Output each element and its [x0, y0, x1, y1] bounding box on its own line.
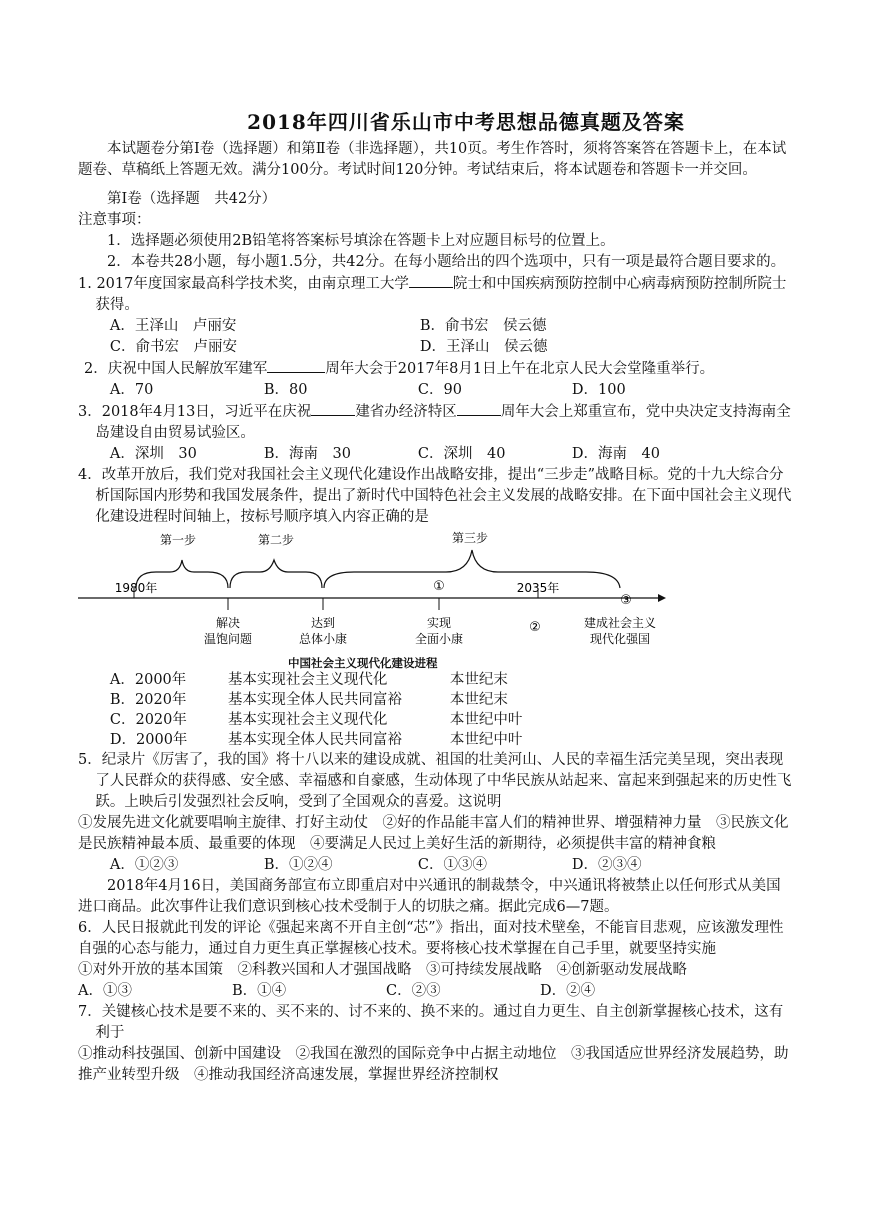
option-d: D．②④	[540, 983, 596, 999]
page-title: 2018年四川省乐山市中考思想品德真题及答案	[247, 110, 685, 134]
option-b: B．俞书宏 侯云德	[419, 318, 547, 334]
intro-text: 本试题卷分第Ⅰ卷（选择题）和第Ⅱ卷（非选择题），共10页。考生作答时，须将答案答在答题卡上，在本试题卷、草稿纸上答题无效。满分100分。考试时间120分钟。考试结束后，将本试题卷和答题卡一并交回。	[78, 141, 787, 178]
option-d: D．王泽山 侯云德	[419, 339, 548, 355]
year-1980: 1980年	[114, 581, 158, 595]
question-1-options-2	[78, 337, 794, 358]
question-2-options	[78, 380, 794, 401]
section-heading: 第Ⅰ卷（选择题 共42分）	[107, 191, 277, 207]
answer-blank	[311, 401, 355, 416]
step-3-brace	[324, 550, 620, 588]
question-1-stem: 1. 2017年度国家最高科学技术奖，由南京理工大学 院士和中国疾病预防控制中心病毒病预防控制所院士获得。	[78, 273, 794, 316]
question-5-options	[78, 855, 794, 876]
notice-heading: 注意事项：	[78, 212, 151, 228]
exam-page	[78, 100, 794, 1086]
label-build-socialism: 建成社会主义	[583, 616, 657, 630]
question-7-stem: 7．关键核心技术是要不来的、买不来的、讨不来的、换不来的。通过自力更生、自主创新掌握核心技术，这有利于	[78, 1004, 784, 1041]
label-basic-needs: 温饱问题	[203, 632, 253, 646]
question-3-options	[78, 444, 794, 465]
option-b: B．①④	[232, 983, 287, 999]
answer-blank	[409, 273, 453, 288]
q4-option-c: C．2020年 基本实现社会主义现代化 本世纪中叶	[109, 712, 523, 728]
answer-blank	[267, 358, 325, 373]
notice-item-2: 2．本卷共28小题，每小题1.5分，共42分。在每小题给出的四个选项中，只有一项是最符合题目要求的。	[107, 254, 786, 270]
question-5-items: ①发展先进文化就要唱响主旋律、打好主动仗 ②好的作品能丰富人们的精神世界、增强精神力量 ③民族文化是民族精神最本质、最重要的体现 ④要满足人民过上美好生活的新期待，必须提供丰富的精神食粮	[78, 815, 789, 852]
option-a: A．深圳 30	[109, 446, 197, 462]
option-d: D．100	[571, 382, 626, 398]
notice-item-1: 1．选择题必须使用2B铅笔将答案标号填涂在答题卡上对应题目标号的位置上。	[107, 233, 615, 249]
question-6-stem: 6．人民日报就此刊发的评论《强起来离不开自主创“芯”》指出，面对技术壁垒，不能盲目悲观，应该激发理性自强的心态与能力，通过自力更生真正掌握核心技术。要将核心技术掌握在自己手里，就要坚持实施	[78, 920, 784, 957]
q4-option-b: B．2020年 基本实现全体人民共同富裕 本世纪末	[109, 692, 508, 708]
label-modern-power: 现代化强国	[589, 632, 651, 646]
timeline-diagram	[78, 528, 678, 656]
label-overall-xiaokang: 总体小康	[298, 632, 348, 646]
question-1-options	[78, 316, 794, 337]
question-7-items: ①推动科技强国、创新中国建设 ②我国在激烈的国际竞争中占据主动地位 ③我国适应世界经济发展趋势，助推产业转型升级 ④推动我国经济高速发展，掌握世界经济控制权	[78, 1046, 789, 1083]
label-reach: 达到	[310, 616, 336, 630]
option-c: C．①③④	[417, 857, 487, 873]
mark-2: ②	[529, 620, 541, 635]
option-b: B．80	[263, 382, 308, 398]
option-c: C．深圳 40	[417, 446, 506, 462]
option-d: D．海南 40	[571, 446, 660, 462]
question-6-options	[78, 981, 794, 1002]
option-c: C．俞书宏 卢丽安	[109, 339, 237, 355]
question-3-stem: 3．2018年4月13日，习近平在庆祝 建省办经济特区 周年大会上郑重宣布，党中央决定支持海南全岛建设自由贸易试验区。	[78, 401, 794, 444]
answer-blank	[457, 401, 501, 416]
step-3-label: 第三步	[451, 531, 489, 545]
step-1-label: 第一步	[159, 533, 197, 547]
option-a: A．王泽山 卢丽安	[109, 318, 237, 334]
q4-option-a: A．2000年 基本实现社会主义现代化 本世纪末	[109, 672, 508, 688]
option-a: A．①③	[78, 983, 132, 999]
option-c: C．②③	[386, 983, 441, 999]
step-2-label: 第二步	[257, 533, 295, 547]
label-achieve: 实现	[426, 616, 452, 630]
q4-option-d: D．2000年 基本实现全体人民共同富裕 本世纪中叶	[109, 732, 523, 748]
option-d: D．②③④	[571, 857, 642, 873]
axis-arrow-icon	[658, 594, 666, 602]
label-solve: 解决	[215, 616, 241, 630]
diagram-caption: 中国社会主义现代化建设进程	[288, 656, 438, 670]
option-c: C．90	[417, 382, 462, 398]
option-a: A．70	[109, 382, 154, 398]
question-2-stem: 2．庆祝中国人民解放军建军 周年大会于2017年8月1日上午在北京人民大会堂隆重举行。	[78, 358, 794, 380]
option-a: A．①②③	[109, 857, 179, 873]
label-full-xiaokang: 全面小康	[414, 632, 464, 646]
question-4-stem: 4．改革开放后，我们党对我国社会主义现代化建设作出战略安排，提出“三步走”战略目标。党的十九大综合分析国际国内形势和我国发展条件，提出了新时代中国特色社会主义发展的战略安排。在下面中国社会主义现代化建设进程时间轴上，按标号顺序填入内容正确的是	[78, 467, 792, 525]
question-5-stem: 5．纪录片《厉害了，我的国》将十八以来的建设成就、祖国的壮美河山、人民的幸福生活完美呈现，突出表现了人民群众的获得感、安全感、幸福感和自豪感，生动体现了中华民族从站起来、富起来到强起来的历史性飞跃。上映后引发强烈社会反响，受到了全国观众的喜爱。这说明	[78, 752, 792, 810]
material-text: 2018年4月16日，美国商务部宣布立即重启对中兴通讯的制裁禁令，中兴通讯将被禁止以任何形式从美国进口商品。此次事件让我们意识到核心技术受制于人的切肤之痛。据此完成6—7题。	[78, 878, 781, 915]
mark-1: ①	[433, 579, 445, 594]
step-2-brace	[230, 560, 322, 588]
mark-3: ③	[620, 593, 632, 608]
option-b: B．①②④	[263, 857, 333, 873]
option-b: B．海南 30	[263, 446, 351, 462]
year-2035: 2035年	[516, 581, 560, 595]
question-6-items: ①对外开放的基本国策 ②科教兴国和人才强国战略 ③可持续发展战略 ④创新驱动发展战略	[78, 962, 687, 978]
